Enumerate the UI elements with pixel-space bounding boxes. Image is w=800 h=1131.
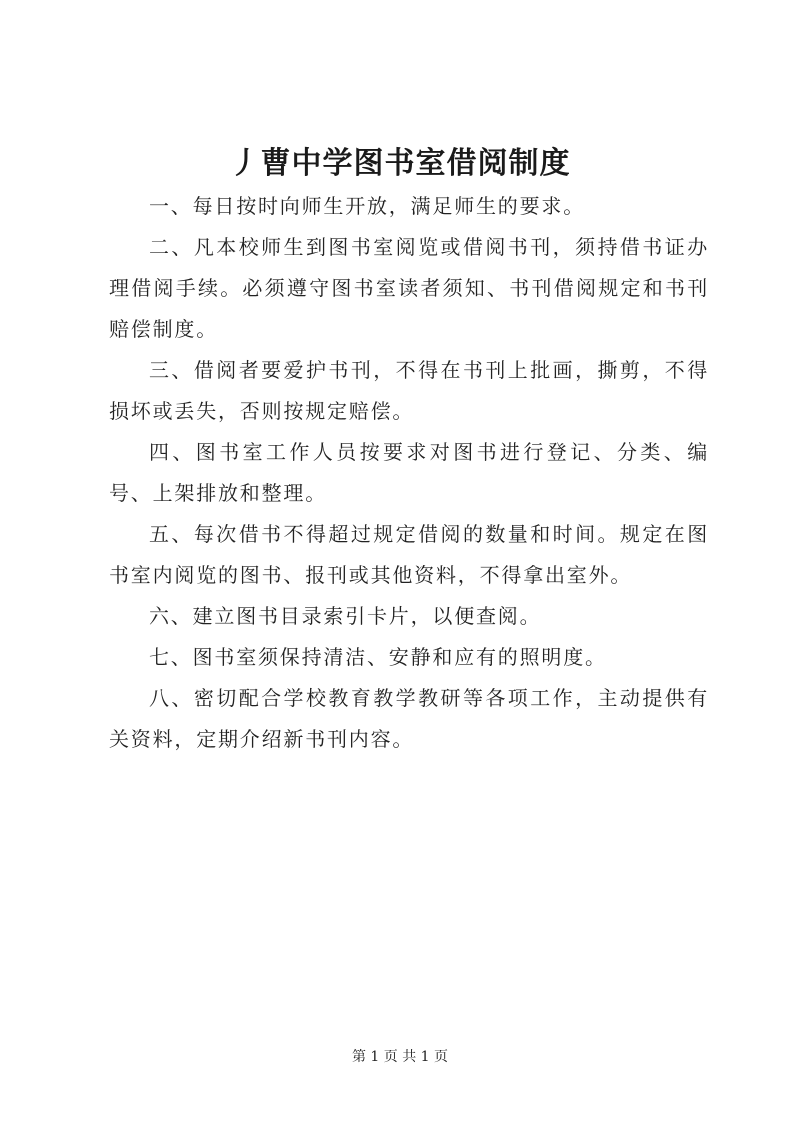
page-footer: 第 1 页 共 1 页 [351,1049,449,1065]
paragraph-2: 二、凡本校师生到图书室阅览或借阅书刊，须持借书证办理借阅手续。必须遵守图书室读者须知、书刊借阅规定和书刊赔偿制度。 [109,235,709,341]
paragraph-3: 三、借阅者要爱护书刊，不得在书刊上批画，撕剪，不得损坏或丢失，否则按规定赔偿。 [109,358,709,423]
paragraph-7: 七、图书室须保持清洁、安静和应有的照明度。 [149,645,607,669]
paragraph-5: 五、每次借书不得超过规定借阅的数量和时间。规定在图书室内阅览的图书、报刊或其他资料，不得拿出室外。 [109,522,709,587]
document-title: 丿曹中学图书室借阅制度 [229,146,571,181]
paragraph-1: 一、每日按时向师生开放，满足师生的要求。 [149,194,585,218]
paragraph-8: 八、密切配合学校教育教学教研等各项工作，主动提供有关资料，定期介绍新书刊内容。 [109,686,709,751]
paragraph-4: 四、图书室工作人员按要求对图书进行登记、分类、编号、上架排放和整理。 [109,440,709,505]
paragraph-6: 六、建立图书目录索引卡片，以便查阅。 [149,604,542,628]
document-body [109,186,709,760]
